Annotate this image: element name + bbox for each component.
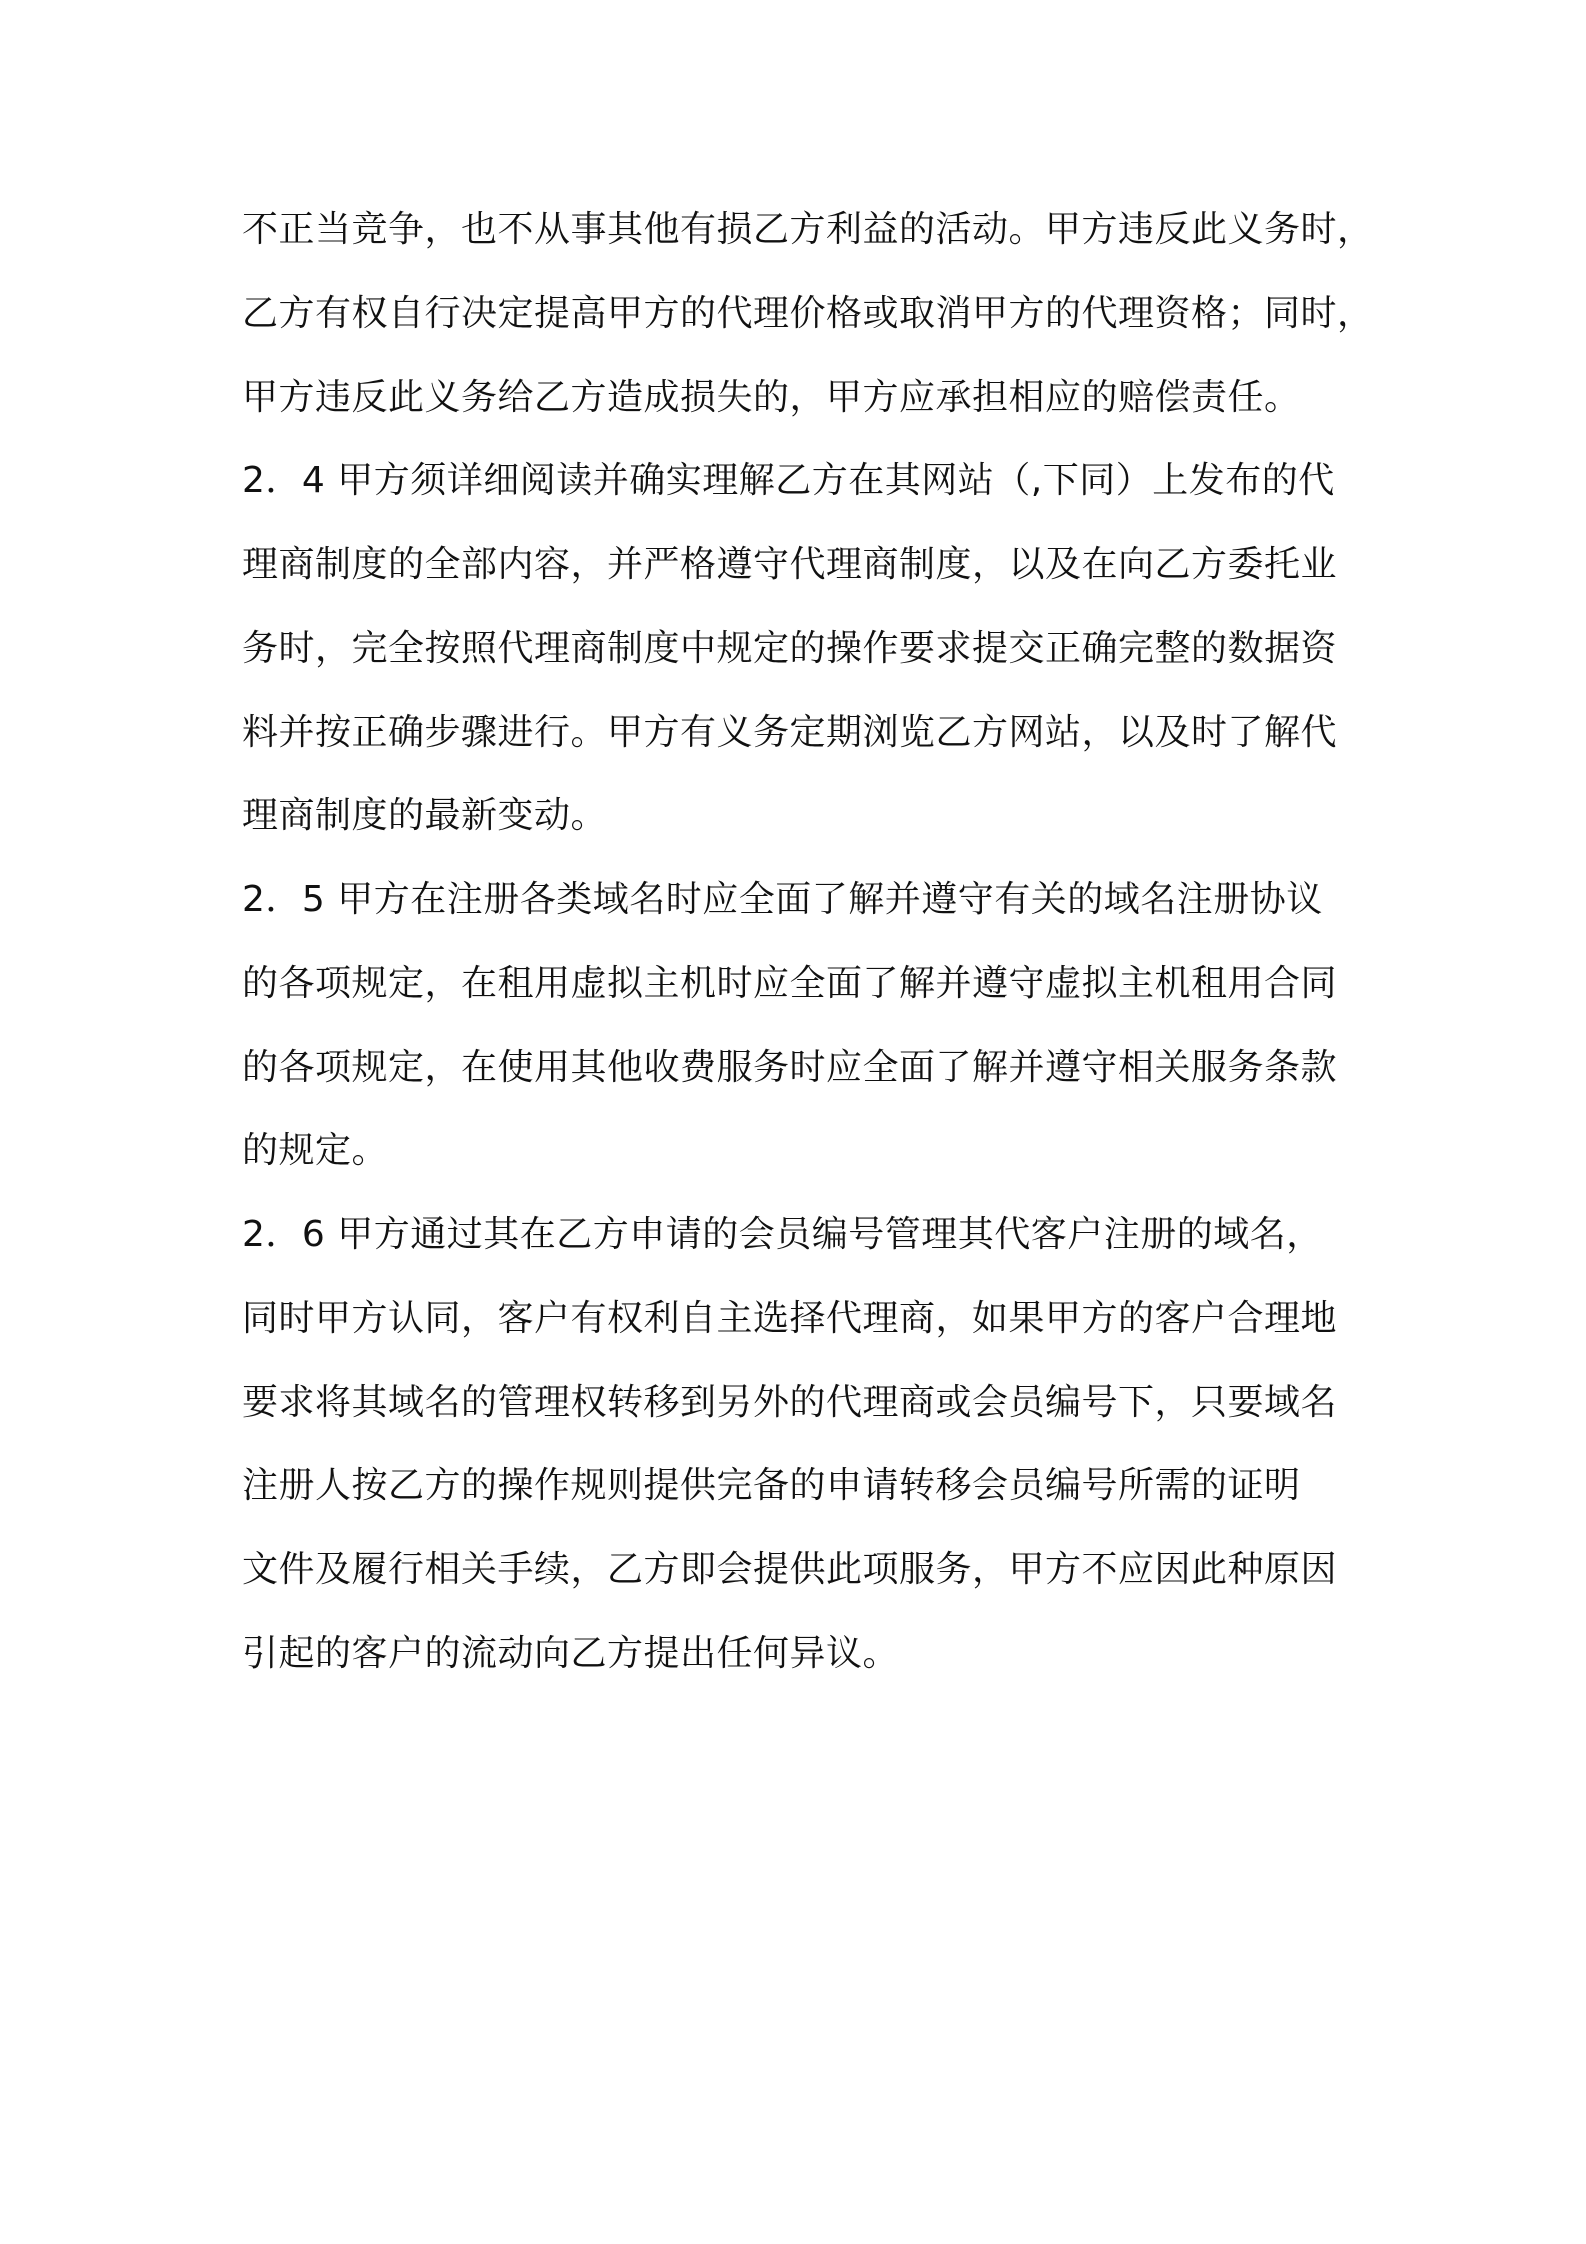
text-line-7: 料并按正确步骤进行。甲方有义务定期浏览乙方网站，以及时了解代: [242, 712, 1338, 753]
text-line-17: 文件及履行相关手续，乙方即会提供此项服务，甲方不应因此种原因: [242, 1549, 1338, 1590]
text-line-9: 2．5 甲方在注册各类域名时应全面了解并遵守有关的域名注册协议: [242, 879, 1323, 920]
text-line-2: 乙方有权自行决定提高甲方的代理价格或取消甲方的代理资格；同时，: [242, 293, 1374, 334]
text-line-16: 注册人按乙方的操作规则提供完备的申请转移会员编号所需的证明: [242, 1465, 1301, 1506]
text-line-1: 不正当竞争，也不从事其他有损乙方利益的活动。甲方违反此义务时，: [242, 209, 1374, 250]
text-line-8: 理商制度的最新变动。: [242, 795, 608, 836]
text-line-4: 2．4 甲方须详细阅读并确实理解乙方在其网站（,下同）上发布的代: [242, 460, 1335, 501]
text-line-15: 要求将其域名的管理权转移到另外的代理商或会员编号下，只要域名: [242, 1382, 1338, 1423]
text-line-12: 的规定。: [242, 1130, 389, 1171]
text-line-11: 的各项规定，在使用其他收费服务时应全面了解并遵守相关服务条款: [242, 1047, 1338, 1088]
text-line-6: 务时，完全按照代理商制度中规定的操作要求提交正确完整的数据资: [242, 628, 1338, 669]
text-line-3: 甲方违反此义务给乙方造成损失的，甲方应承担相应的赔偿责任。: [242, 377, 1301, 418]
text-line-18: 引起的客户的流动向乙方提出任何异议。: [242, 1633, 900, 1674]
text-line-14: 同时甲方认同，客户有权利自主选择代理商，如果甲方的客户合理地: [242, 1298, 1338, 1339]
text-line-10: 的各项规定，在租用虚拟主机时应全面了解并遵守虚拟主机租用合同: [242, 963, 1338, 1004]
text-line-13: 2．6 甲方通过其在乙方申请的会员编号管理其代客户注册的域名，: [242, 1214, 1323, 1255]
text-line-5: 理商制度的全部内容，并严格遵守代理商制度，以及在向乙方委托业: [242, 544, 1338, 585]
